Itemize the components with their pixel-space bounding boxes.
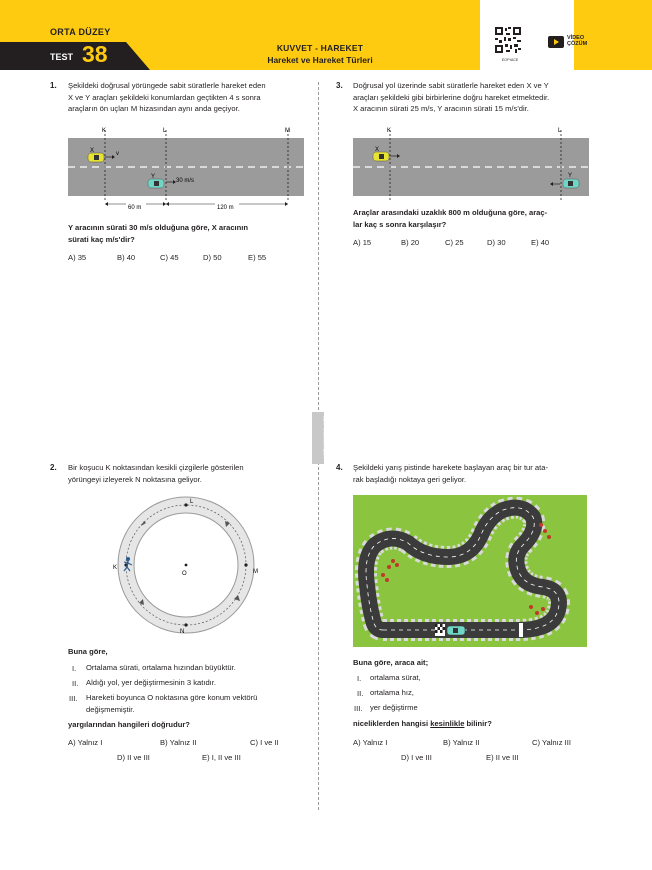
- q1-car-x: [88, 153, 104, 162]
- q4-race-car: [447, 626, 465, 635]
- q1-distance-60: 60 m: [128, 205, 142, 211]
- q1-text-line: araçların ön uçları M hizasından aynı anda geçiyor.: [68, 104, 240, 113]
- q1-option-c[interactable]: C) 45: [160, 253, 179, 262]
- q2-label-L: L: [190, 499, 194, 505]
- q1-question-line: sürati kaç m/s'dir?: [68, 234, 135, 244]
- q4-option-c[interactable]: C) Yalnız III: [532, 738, 571, 747]
- q2-statement-2: Aldığı yol, yer değiştirmesinin 3 katıdır.: [86, 678, 216, 687]
- q1-question: [68, 222, 308, 245]
- q3-text: [353, 80, 603, 115]
- qr-panel: [480, 0, 574, 70]
- q1-car-y: [148, 179, 164, 188]
- q2-roman-3: III.: [69, 694, 78, 703]
- q3-option-c[interactable]: C) 25: [445, 238, 464, 247]
- q4-question-pre: niceliklerden hangisi: [353, 719, 431, 728]
- brand-vertical-tab: [312, 412, 324, 464]
- q1-number: 1.: [50, 81, 57, 90]
- q4-option-d[interactable]: D) I ve III: [401, 753, 432, 762]
- q2-text-line: yörüngeyi izleyerek N noktasına geliyor.: [68, 474, 202, 484]
- q3-road: [353, 138, 589, 196]
- difficulty-level: ORTA DÜZEY: [50, 27, 111, 37]
- q2-number: 2.: [50, 463, 57, 472]
- brand-vertical-text: HIZ YAYINLARI: [324, 415, 331, 459]
- q4-statement-1: ortalama sürat,: [370, 673, 421, 682]
- q4-text: [353, 462, 603, 485]
- q1-label-K: K: [102, 128, 107, 134]
- q1-label-M: M: [285, 128, 290, 134]
- q4-question-post: bilinir?: [464, 719, 492, 728]
- q4-text-line: Şekildeki yarış pistinde harekete başlayan araç bir tur ata-: [353, 463, 549, 472]
- q3-car-y: [563, 179, 579, 188]
- video-play-icon[interactable]: [548, 36, 564, 48]
- q2-option-b[interactable]: B) Yalnız II: [160, 738, 197, 747]
- q1-label-X: X: [90, 148, 95, 154]
- q2-label-K: K: [113, 565, 118, 571]
- q3-text-line: X aracının sürati 25 m/s, Y aracının sürati 15 m/s'dir.: [353, 104, 529, 113]
- q2-label-O: O: [182, 571, 187, 577]
- q4-figure: [353, 495, 587, 647]
- q4-number: 4.: [336, 463, 343, 472]
- q4-roman-2: II.: [357, 689, 364, 698]
- topic-title: KUVVET - HAREKET: [276, 43, 364, 53]
- q2-statement-3: Hareketi boyunca O noktasına göre konum vektörü: [86, 693, 258, 702]
- q2-text-line: Bir koşucu K noktasından kesikli çizgilerle gösterilen: [68, 463, 244, 472]
- test-label: TEST: [50, 52, 74, 62]
- q1-figure: [68, 124, 308, 214]
- video-solution-label[interactable]: [567, 35, 587, 47]
- q1-label-v: v: [116, 151, 119, 157]
- q2-roman-1: I.: [72, 664, 77, 673]
- q2-lead: Buna göre,: [68, 647, 108, 656]
- q3-text-line: araçları şekildeki gibi birbirlerine doğru hareket etmektedir.: [353, 92, 550, 102]
- q4-roman-1: I.: [357, 674, 362, 683]
- q4-lead: Buna göre, araca ait;: [353, 658, 429, 667]
- test-number: 38: [82, 41, 108, 67]
- q3-label-K: K: [387, 128, 392, 134]
- q1-road: [68, 138, 304, 196]
- q1-distance-120: 120 m: [217, 205, 234, 211]
- q3-option-e[interactable]: E) 40: [531, 238, 550, 247]
- q3-option-b[interactable]: B) 20: [401, 238, 420, 247]
- q1-label-L: L: [163, 128, 167, 134]
- q4-statement-3: yer değiştirme: [370, 703, 418, 712]
- q2-figure: [108, 493, 268, 641]
- q4-option-b[interactable]: B) Yalnız II: [443, 738, 480, 747]
- q3-label-Y: Y: [568, 173, 573, 179]
- q1-option-b[interactable]: B) 40: [117, 253, 136, 262]
- q3-question-line: lar kaç s sonra karşılaşır?: [353, 219, 447, 229]
- q2-option-a[interactable]: A) Yalnız I: [68, 738, 103, 747]
- q3-car-x: [373, 152, 389, 161]
- q2-statement-3-cont: değişmemiştir.: [86, 705, 135, 714]
- q1-option-e[interactable]: E) 55: [248, 253, 267, 262]
- q1-label-Y: Y: [151, 174, 156, 180]
- q1-option-d[interactable]: D) 50: [203, 253, 222, 262]
- q4-question-emphasis: kesinlikle: [430, 719, 465, 728]
- q2-roman-2: II.: [72, 679, 79, 688]
- q4-text-line: rak başladığı noktaya geri geliyor.: [353, 474, 467, 484]
- q2-label-M: M: [253, 569, 258, 575]
- q1-text: [68, 80, 308, 115]
- q3-number: 3.: [336, 81, 343, 90]
- q4-option-e[interactable]: E) II ve III: [486, 753, 519, 762]
- q2-text: [68, 462, 308, 485]
- q2-label-N: N: [180, 629, 185, 635]
- q2-statement-1: Ortalama sürati, ortalama hızından büyüktür.: [86, 663, 236, 672]
- q2-option-d[interactable]: D) II ve III: [117, 753, 150, 762]
- q2-question: yargılarından hangileri doğrudur?: [68, 720, 190, 729]
- video-label-1: VİDEO: [567, 35, 585, 41]
- q2-option-e[interactable]: E) I, II ve III: [202, 753, 241, 762]
- qr-caption: EOFYACE: [501, 58, 519, 62]
- q3-question-line: Araçlar arasındaki uzaklık 800 m olduğuna göre, araç-: [353, 208, 548, 217]
- q4-option-a[interactable]: A) Yalnız I: [353, 738, 388, 747]
- q1-text-line: X ve Y araçları şekildeki konumlardan geçtikten 4 s sonra: [68, 92, 261, 102]
- q3-text-line: Doğrusal yol üzerinde sabit süratlerle hareket eden X ve Y: [353, 81, 549, 90]
- q3-figure: [353, 124, 593, 204]
- q3-label-X: X: [375, 147, 380, 153]
- video-label-2: ÇÖZÜM: [567, 41, 588, 47]
- q1-option-a[interactable]: A) 35: [68, 253, 87, 262]
- q3-question: [353, 207, 603, 230]
- q1-question-line: Y aracının sürati 30 m/s olduğuna göre, X aracının: [68, 223, 249, 232]
- q3-option-d[interactable]: D) 30: [487, 238, 506, 247]
- q1-text-line: Şekildeki doğrusal yörüngede sabit süratlerle hareket eden: [68, 81, 266, 90]
- q4-statement-2: ortalama hız,: [370, 688, 414, 697]
- q3-option-a[interactable]: A) 15: [353, 238, 372, 247]
- q2-option-c[interactable]: C) I ve II: [250, 738, 279, 747]
- test-badge: [0, 42, 150, 70]
- q3-label-L: L: [558, 128, 562, 134]
- q4-roman-3: III.: [354, 704, 363, 713]
- q1-speed-label: 30 m/s: [176, 178, 195, 184]
- topic-subtitle: Hareket ve Hareket Türleri: [267, 55, 373, 65]
- q4-question: [353, 718, 492, 730]
